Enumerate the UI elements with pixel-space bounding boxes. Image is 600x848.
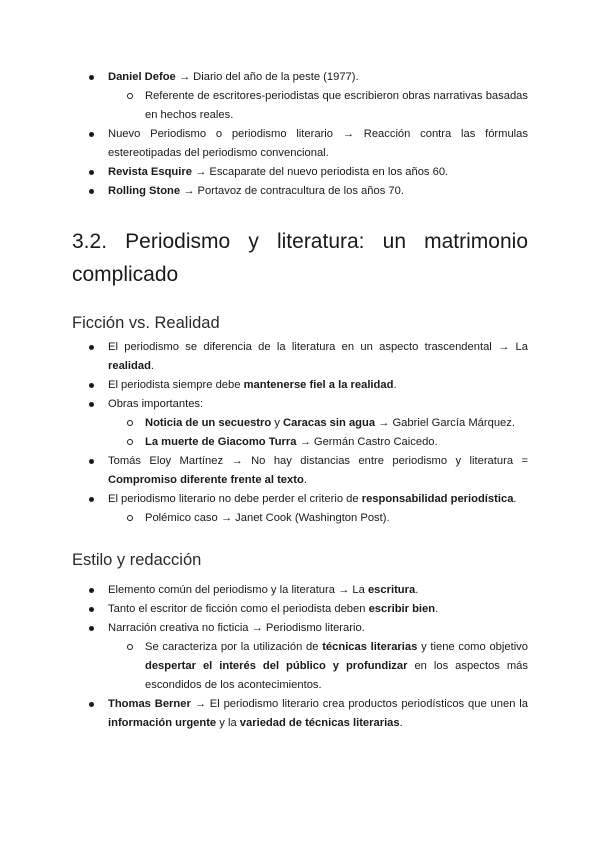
list-item: Rolling Stone → Portavoz de contracultura de los años 70. <box>0 182 600 201</box>
sub-list-item: Polémico caso → Janet Cook (Washington Post). <box>0 509 600 528</box>
list-item: Narración creativa no ficticia → Periodismo literario. <box>0 619 600 638</box>
list-item: Revista Esquire → Escaparate del nuevo periodista en los años 60. <box>0 163 600 182</box>
sub-list-item: Se caracteriza por la utilización de técnicas literarias y tiene como objetivo despertar el interés del público y profundizar en los aspectos más escondidos de los acontecimientos. <box>0 638 600 695</box>
intro-list <box>0 68 600 201</box>
list-item: Tanto el escritor de ficción como el periodista deben escribir bien. <box>0 600 600 619</box>
list-item: Elemento común del periodismo y la literatura → La escritura. <box>0 581 600 600</box>
list-item: El periodismo se diferencia de la literatura en un aspecto trascendental → La realidad. <box>0 338 600 376</box>
list-item: El periodista siempre debe mantenerse fiel a la realidad. <box>0 376 600 395</box>
section-title: 3.2. Periodismo y literatura: un matrimonio complicado <box>72 230 528 286</box>
list-item: Tomás Eloy Martínez → No hay distancias entre periodismo y literatura = Compromiso diferente frente al texto. <box>0 452 600 490</box>
sub-list-item: Referente de escritores-periodistas que escribieron obras narrativas basadas en hechos reales. <box>0 87 600 125</box>
list-item: El periodismo literario no debe perder el criterio de responsabilidad periodística. <box>0 490 600 509</box>
list-item: Thomas Berner → El periodismo literario crea productos periodísticos que unen la información urgente y la variedad de técnicas literarias. <box>0 695 600 733</box>
estilo-heading: Estilo y redacción <box>72 551 202 569</box>
ficcion-list <box>0 338 600 528</box>
list-item: Obras importantes: <box>0 395 600 414</box>
estilo-list <box>0 581 600 733</box>
ficcion-heading: Ficción vs. Realidad <box>72 314 220 332</box>
list-item: Daniel Defoe → Diario del año de la peste (1977). <box>0 68 600 87</box>
sub-list-item: La muerte de Giacomo Turra → Germán Castro Caicedo. <box>0 433 600 452</box>
list-item: Nuevo Periodismo o periodismo literario → Reacción contra las fórmulas estereotipadas del periodismo convencional. <box>0 125 600 163</box>
sub-list-item: Noticia de un secuestro y Caracas sin agua → Gabriel García Márquez. <box>0 414 600 433</box>
